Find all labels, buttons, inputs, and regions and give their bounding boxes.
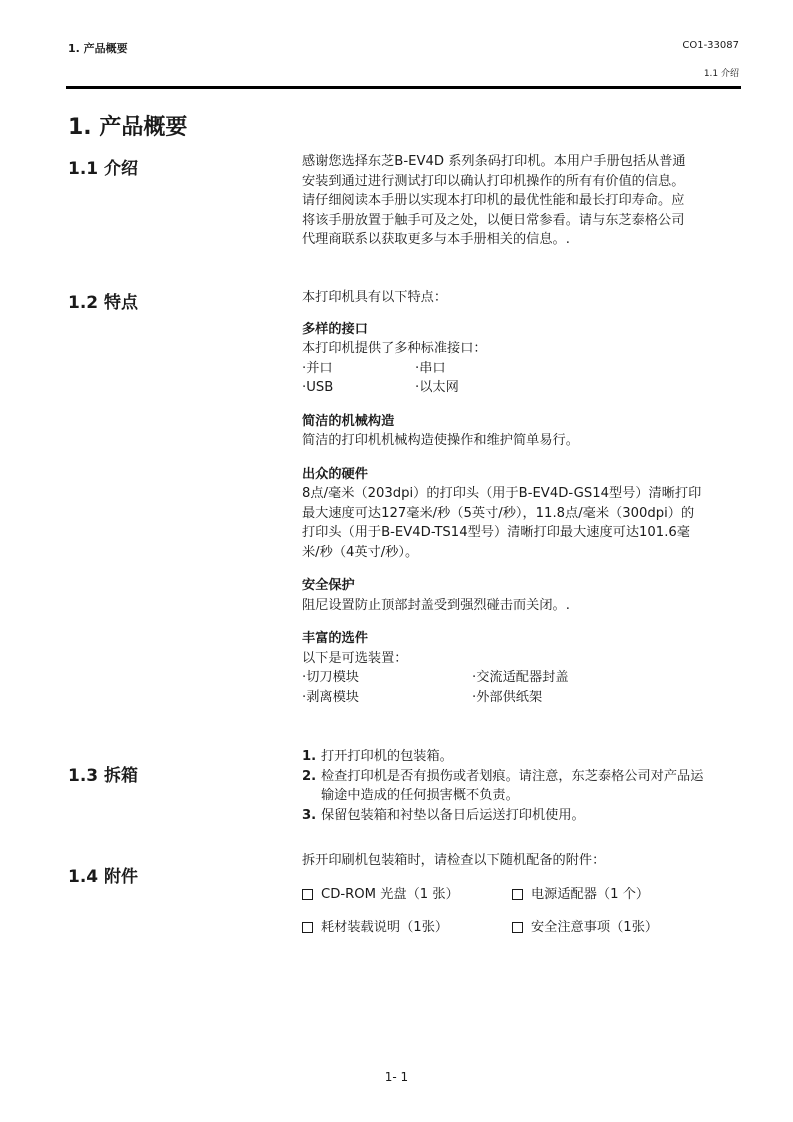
option-item: ·外部供纸架 [472,689,543,705]
interface-item: ·串口 [415,360,446,376]
features-intro: 本打印机具有以下特点： [302,290,448,305]
step-number: 2. [302,768,317,784]
unpacking-step [302,767,742,806]
intro-paragraph [302,152,742,250]
interface-item: ·以太网 [415,380,459,395]
intro-line: 安装到通过进行测试打印以确认打印机操作的所有有价值的信息。 [302,173,685,189]
step-number: 3. [302,807,317,823]
hardware-line: 最大速度可达127毫米/秒（5英寸/秒），11.8点/毫米（300dpi）的 [302,505,695,521]
section-heading-features: 1.2 特点 [68,293,139,313]
accessory-label: CD-ROM 光盘（1 张） [321,886,459,902]
chapter-title: 1. 产品概要 [68,115,188,140]
unpacking-step [302,806,742,826]
safety-title: 安全保护 [302,578,355,593]
accessories-row [302,918,742,938]
accessory-item [512,885,720,905]
accessory-item [302,918,512,938]
step-number: 1. [302,749,317,764]
options-row [302,668,742,688]
accessories-intro: 拆开印刷机包装箱时，请检查以下随机配备的附件： [302,853,606,868]
step-text-line: 输途中造成的任何损害概不负责。 [321,788,519,803]
interfaces-desc: 本打印机提供了多种标准接口： [302,341,487,356]
unpacking-step [302,747,742,767]
interface-item: ·USB [302,380,334,395]
running-header-section: 1.1 介绍 [703,69,739,79]
accessory-label: 电源适配器（1 个） [531,886,650,902]
section-heading-unpacking: 1.3 拆箱 [68,766,139,786]
intro-line: 代理商联系以获取更多与本手册相关的信息。. [302,232,570,247]
safety-desc: 阻尼设置防止顶部封盖受到强烈碰击而关闭。. [302,597,570,613]
step-text [321,767,703,806]
accessory-label: 耗材装载说明（1张） [321,920,449,935]
running-header-chapter: 1. 产品概要 [68,42,128,55]
checkbox-icon [302,922,313,933]
hardware-title: 出众的硬件 [302,466,368,482]
accessory-label: 安全注意事项（1张） [531,920,659,935]
checkbox-icon [512,889,523,900]
checkbox-icon [512,922,523,933]
accessories-body [302,851,742,952]
intro-line: 感谢您选择东芝B-EV4D 系列条码打印机。本用户手册包括从普通 [302,154,686,169]
unpacking-steps [302,747,742,825]
unpacking-body [302,747,742,825]
interfaces-row [302,359,742,379]
hardware-line: 8点/毫米（203dpi）的打印头（用于B-EV4D-GS14型号）清晰打印 [302,486,702,501]
interfaces-row [302,378,742,398]
intro-line: 请仔细阅读本手册以实现本打印机的最优性能和最长打印寿命。应 [302,193,685,208]
accessory-item [512,918,720,938]
checkbox-icon [302,889,313,900]
header-rule [66,86,741,89]
intro-line: 将该手册放置于触手可及之处，以便日常参看。请与东芝泰格公司 [302,212,685,228]
accessories-row [302,885,742,905]
options-title: 丰富的选件 [302,631,368,646]
options-desc: 以下是可选装置： [302,650,408,666]
option-item: ·切刀模块 [302,670,359,685]
step-text: 保留包装箱和衬垫以备日后运送打印机使用。 [321,807,585,823]
interface-item: ·并口 [302,360,333,376]
hardware-line: 米/秒（4英寸/秒）。 [302,544,419,560]
page-number: 1- 1 [384,1070,409,1084]
document-code: CO1-33087 [682,40,739,51]
option-item: ·剥离模块 [302,689,359,705]
section-heading-accessories: 1.4 附件 [68,867,139,887]
step-text-line: 检查打印机是否有损伤或者划痕。请注意，东芝泰格公司对产品运 [321,768,704,784]
mechanism-desc: 简洁的打印机机械构造使操作和维护简单易行。 [302,433,579,448]
hardware-line: 打印头（用于B-EV4D-TS14型号）清晰打印最大速度可达101.6毫 [302,525,690,540]
section-heading-intro: 1.1 介绍 [68,159,139,179]
options-row [302,688,742,708]
step-text: 打开打印机的包装箱。 [321,749,453,764]
interfaces-title: 多样的接口 [302,321,368,337]
accessory-item [302,885,512,905]
features-body [302,288,742,707]
option-item: ·交流适配器封盖 [472,670,569,685]
mechanism-title: 简洁的机械构造 [302,413,395,429]
